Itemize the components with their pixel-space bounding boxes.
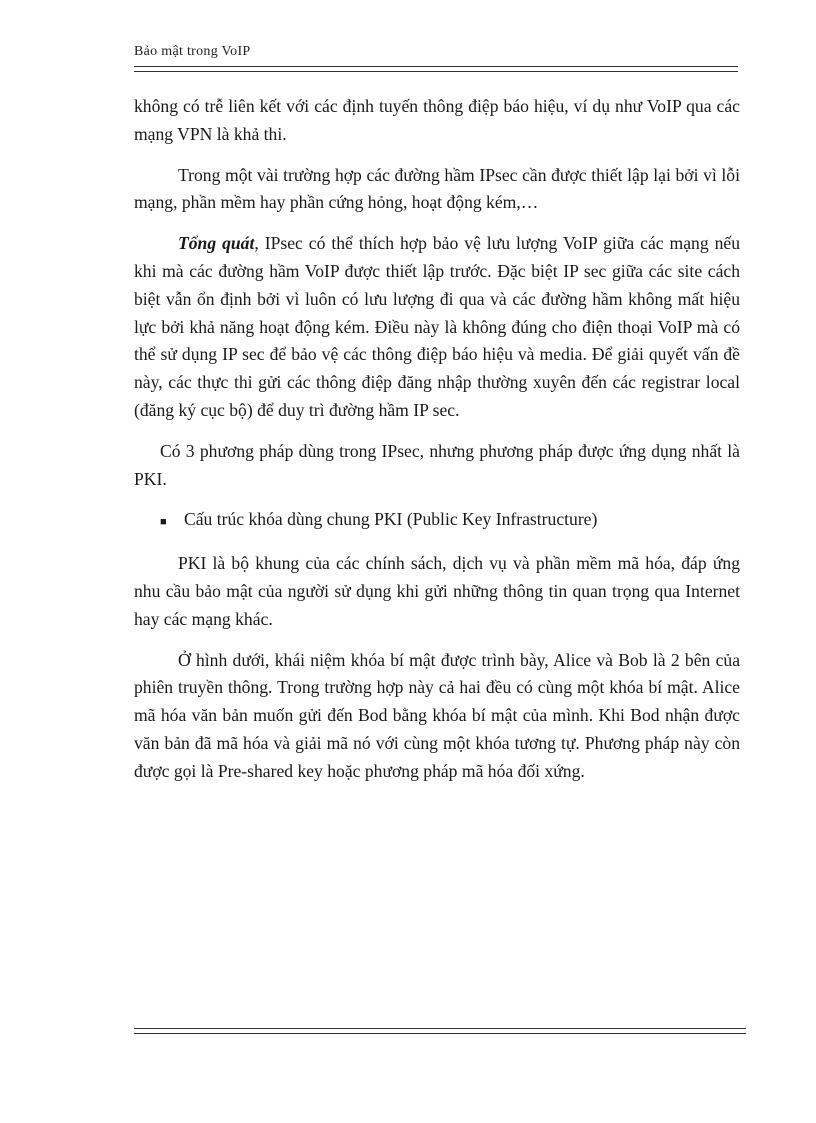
bullet-item-pki xyxy=(134,506,740,537)
paragraph-ipsec-reset: Trong một vài trường hợp các đường hầm IPsec cần được thiết lập lại bởi vì lỗi mạng, phần mềm hay phần cứng hỏng, hoạt động kém,… xyxy=(134,164,740,213)
bullet-text: Cấu trúc khóa dùng chung PKI (Public Key Infrastructure) xyxy=(184,509,598,530)
header-divider xyxy=(134,66,738,72)
paragraph-methods: Có 3 phương pháp dùng trong IPsec, nhưng phương pháp được ứng dụng nhất là PKI. xyxy=(134,440,740,489)
document-body xyxy=(134,93,740,799)
paragraph-continuation: không có trễ liên kết với các định tuyến thông điệp báo hiệu, ví dụ như VoIP qua các mạng VPN là khả thi. xyxy=(134,96,740,144)
summary-text: , IPsec có thể thích hợp bảo vệ lưu lượng VoIP giữa các mạng nếu khi mà các đường hầm VoIP được thiết lập trước. Đặc biệt IP sec giữa các site cách biệt vẫn ổn định bởi vì luôn có lưu lượng đi qua và các đường hầm không mất hiệu lực bởi khả năng hoạt động kém. Điều này là không đúng cho điện thoại VoIP mà có thể sử dụng IP sec để bảo vệ các thông điệp báo hiệu và media. Để giải quyết vấn đề này, các thực thi gửi các thông điệp đăng nhập thường xuyên đến các registrar local (đăng ký cục bộ) để duy trì đường hầm IP sec. xyxy=(134,233,740,420)
paragraph-secret-key: Ở hình dưới, khái niệm khóa bí mật được trình bày, Alice và Bob là 2 bên của phiên truyền thông. Trong trường hợp này cả hai đều có cùng một khóa bí mật. Alice mã hóa văn bản muốn gửi đến Bod bằng khóa bí mật của mình. Khi Bod nhận được văn bản đã mã hóa và giải mã nó với cùng một khóa tương tự. Phương pháp này còn được gọi là Pre-shared key hoặc phương pháp mã hóa đối xứng. xyxy=(134,649,740,781)
paragraph-pki-definition: PKI là bộ khung của các chính sách, dịch vụ và phần mềm mã hóa, đáp ứng nhu cầu bảo mật của người sử dụng khi gửi những thông tin quan trọng qua Internet hay các mạng khác. xyxy=(134,553,740,629)
footer-divider xyxy=(134,1028,746,1034)
summary-lead: Tổng quát xyxy=(178,233,255,254)
page-header-title: Bảo mật trong VoIP xyxy=(134,44,251,59)
paragraph-summary xyxy=(134,230,740,425)
square-bullet-icon: ■ xyxy=(160,516,167,529)
